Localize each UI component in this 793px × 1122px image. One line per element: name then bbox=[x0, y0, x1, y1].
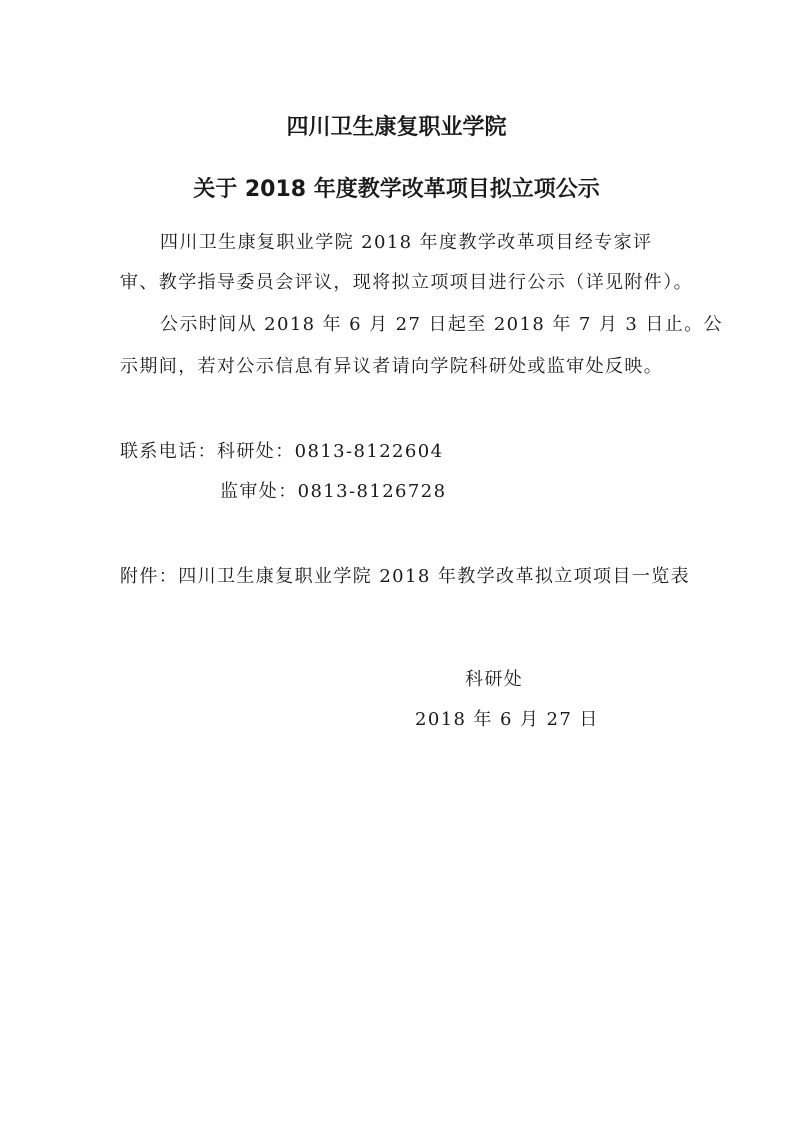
document-title: 四川卫生康复职业学院 bbox=[286, 115, 507, 140]
contact-phone-audit: 监审处：0813-8126728 bbox=[220, 481, 447, 502]
contact-phone-research: 联系电话：科研处：0813-8122604 bbox=[120, 441, 444, 462]
paragraph-1-line-1: 四川卫生康复职业学院 2018 年度教学改革项目经专家评 bbox=[160, 232, 653, 253]
paragraph-2-line-2: 示期间，若对公示信息有异议者请向学院科研处或监审处反映。 bbox=[120, 356, 664, 377]
signature-department: 科研处 bbox=[465, 669, 524, 690]
signature-date: 2018 年 6 月 27 日 bbox=[415, 709, 599, 730]
document-subtitle: 关于 2018 年度教学改革项目拟立项公示 bbox=[193, 177, 600, 202]
attachment-note: 附件：四川卫生康复职业学院 2018 年教学改革拟立项项目一览表 bbox=[120, 566, 691, 587]
paragraph-2-line-1: 公示时间从 2018 年 6 月 27 日起至 2018 年 7 月 3 日止。公 bbox=[160, 314, 723, 335]
paragraph-1-line-2: 审、教学指导委员会评议，现将拟立项项目进行公示（详见附件）。 bbox=[120, 272, 693, 293]
